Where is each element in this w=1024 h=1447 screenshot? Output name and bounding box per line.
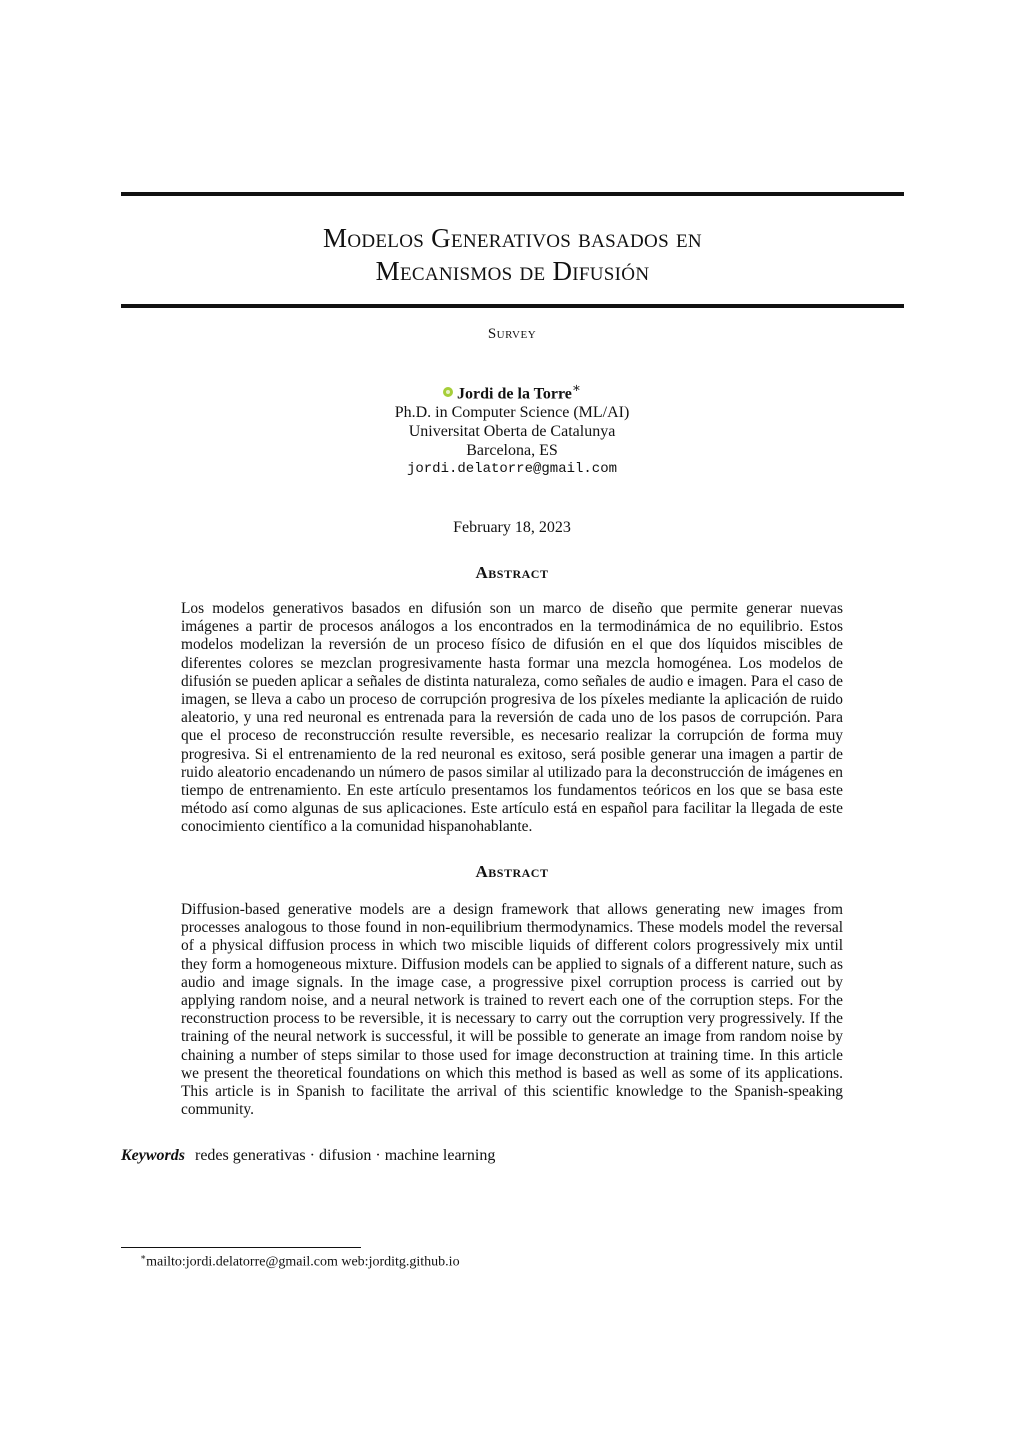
author-degree: Ph.D. in Computer Science (ML/AI) <box>394 404 630 422</box>
abstract-heading-english: Abstract <box>475 862 549 881</box>
keywords-label: Keywords <box>121 1147 185 1164</box>
keywords-line <box>121 1147 495 1165</box>
author-line <box>0 378 1024 403</box>
abstract-body-spanish: Los modelos generativos basados en difusión son un marco de diseño que permite generar nuevas imágenes a partir de procesos análogos a los encontrados en la termodinámica de no equilibrio. Estos modelos modelizan la reversión de un proceso físico de difusión en el que dos líquidos miscibles de diferentes colores se mezclan progresivamente hasta formar una mezcla homogénea. Los modelos de difusión se pueden aplicar a señales de distinta naturaleza, como señales de audio e imagen. Para el caso de imagen, se lleva a cabo un proceso de corrupción progresiva de los píxeles mediante la aplicación de ruido aleatorio, y una red neuronal es entrenada para la reversión de cada uno de los pasos de corrupción. Para que el proceso de reconstrucción resulte reversible, es necesario realizar la corrupción de forma muy progresiva. Si el entrenamiento de la red neuronal es exitoso, será posible generar una imagen a partir de ruido aleatorio encadenando un número de pasos similar al utilizado para la deconstrucción de imágenes en tiempo de entrenamiento. En este artículo presentamos los fundamentos teóricos en los que se basa este método así como algunas de sus aplicaciones. Este artículo está en español para facilitar la llegada de este conocimiento científico a la comunidad hispanohablante. <box>181 600 843 836</box>
author-university: Universitat Oberta de Catalunya <box>408 423 616 441</box>
author-location: Barcelona, ES <box>466 442 558 460</box>
author-name: Jordi de la Torre <box>457 385 572 403</box>
orcid-icon[interactable] <box>443 387 453 397</box>
keywords-values: redes generativas · difusion · machine learning <box>195 1147 496 1164</box>
title-rule-bottom <box>121 304 904 308</box>
author-block <box>0 378 1024 479</box>
abstract-body-english: Diffusion-based generative models are a design framework that allows generating new images from processes analogous to those found in non-equilibrium thermodynamics. These models model the reversal of a physical diffusion process in which two miscible liquids of different colors progressively mix until they form a homogeneous mixture. Diffusion models can be applied to signals of a different nature, such as audio and image signals. In the image case, a progressive pixel corruption process is carried out by applying random noise, and a neural network is trained to revert each one of the corruption steps. For the reconstruction process to be reversible, it is necessary to carry out the corruption very progressively. If the training of the neural network is successful, it will be possible to generate an image from random noise by chaining a number of steps similar to those used for image deconstruction at training time. In this article we present the theoretical foundations on which this method is based as well as some of its applications. This article is in Spanish to facilitate the arrival of this scientific knowledge to the Spanish-speaking community. <box>181 901 843 1119</box>
footnote-rule <box>121 1247 361 1248</box>
paper-type-label: Survey <box>487 326 537 342</box>
paper-title <box>121 222 904 288</box>
paper-title-line-1: Modelos Generativos basados en <box>323 223 702 253</box>
footnote-text[interactable]: mailto:jordi.delatorre@gmail.com web:jorditg.github.io <box>146 1254 460 1270</box>
author-email-link[interactable]: jordi.delatorre@gmail.com <box>406 461 618 478</box>
footnote-mark: ∗ <box>140 1252 147 1262</box>
paper-title-line-2: Mecanismos de Difusión <box>375 256 650 286</box>
publication-date: February 18, 2023 <box>453 519 571 536</box>
abstract-heading-spanish: Abstract <box>475 563 549 582</box>
title-rule-top <box>121 192 904 196</box>
footnote <box>140 1252 460 1271</box>
author-footnote-mark[interactable]: ∗ <box>571 380 581 395</box>
